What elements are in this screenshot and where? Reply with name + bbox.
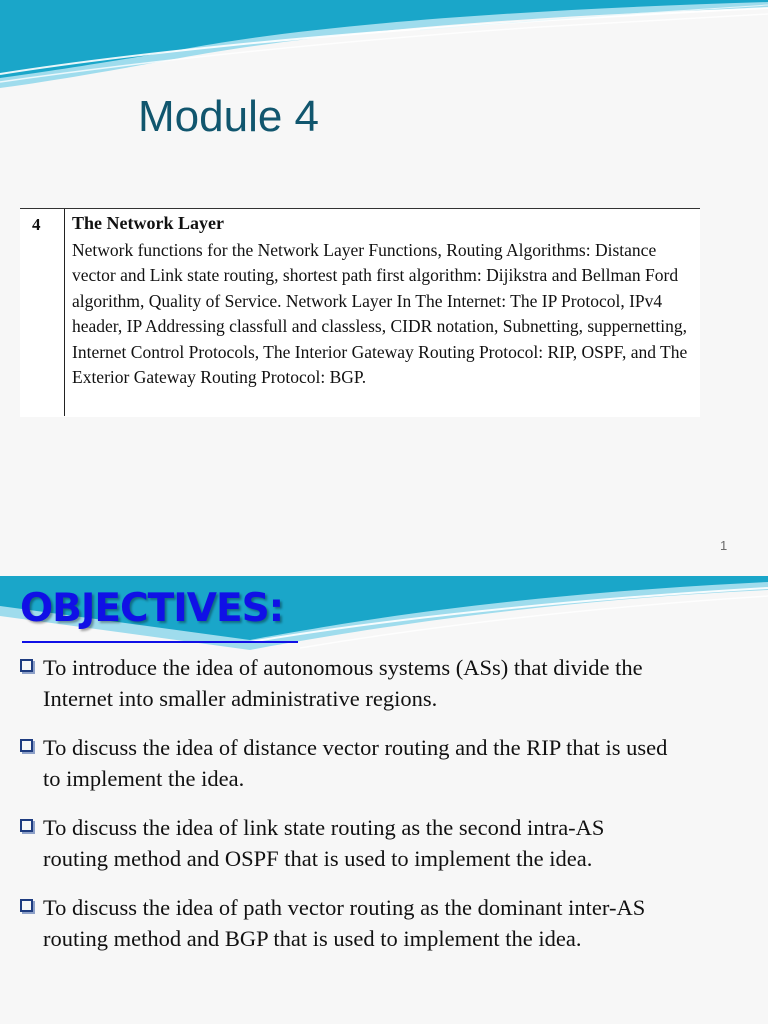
checkbox-bullet-icon [20,899,33,912]
list-item [20,732,760,794]
objectives-title: OBJECTIVES: [20,586,284,631]
syllabus-line: header, IP Addressing classfull and classless, CIDR notation, Subnetting, suppernetting, [72,316,687,337]
objective-line: routing method and BGP that is used to implement the idea. [43,926,582,951]
objective-line: Internet into smaller administrative regions. [43,686,438,711]
list-item [20,812,760,874]
objective-line: To discuss the idea of distance vector routing and the RIP that is used [43,735,668,760]
syllabus-line: Exterior Gateway Routing Protocol: BGP. [72,367,367,388]
objectives-list [20,652,760,972]
syllabus-line: algorithm, Quality of Service. Network Layer In The Internet: The IP Protocol, IPv4 [72,290,663,311]
list-item [20,892,760,954]
slide-2 [0,576,768,1024]
objective-line: to implement the idea. [43,766,245,791]
objective-line: To discuss the idea of path vector routing as the dominant inter-AS [43,895,646,920]
slide-title: Module 4 [138,92,320,141]
syllabus-heading: The Network Layer [72,213,224,233]
list-item [20,652,760,714]
syllabus-table [20,208,700,417]
title-underline [22,641,298,643]
objective-line: To introduce the idea of autonomous systems (ASs) that divide the [43,655,643,680]
header-wave-graphic [0,0,768,95]
syllabus-line: Network functions for the Network Layer Functions, Routing Algorithms: Distance [72,240,657,260]
table-divider [64,209,65,416]
objective-line: routing method and OSPF that is used to implement the idea. [43,846,593,871]
objective-line: To discuss the idea of link state routing as the second intra-AS [43,815,605,840]
checkbox-bullet-icon [20,819,33,832]
syllabus-line: vector and Link state routing, shortest path first algorithm: Dijikstra and Bellman Ford [72,265,679,286]
syllabus-line: Internet Control Protocols, The Interior Gateway Routing Protocol: RIP, OSPF, and The [72,341,688,362]
checkbox-bullet-icon [20,659,33,672]
module-number: 4 [32,215,41,234]
syllabus-body [72,238,697,390]
page-number: 1 [720,538,728,553]
checkbox-bullet-icon [20,739,33,752]
